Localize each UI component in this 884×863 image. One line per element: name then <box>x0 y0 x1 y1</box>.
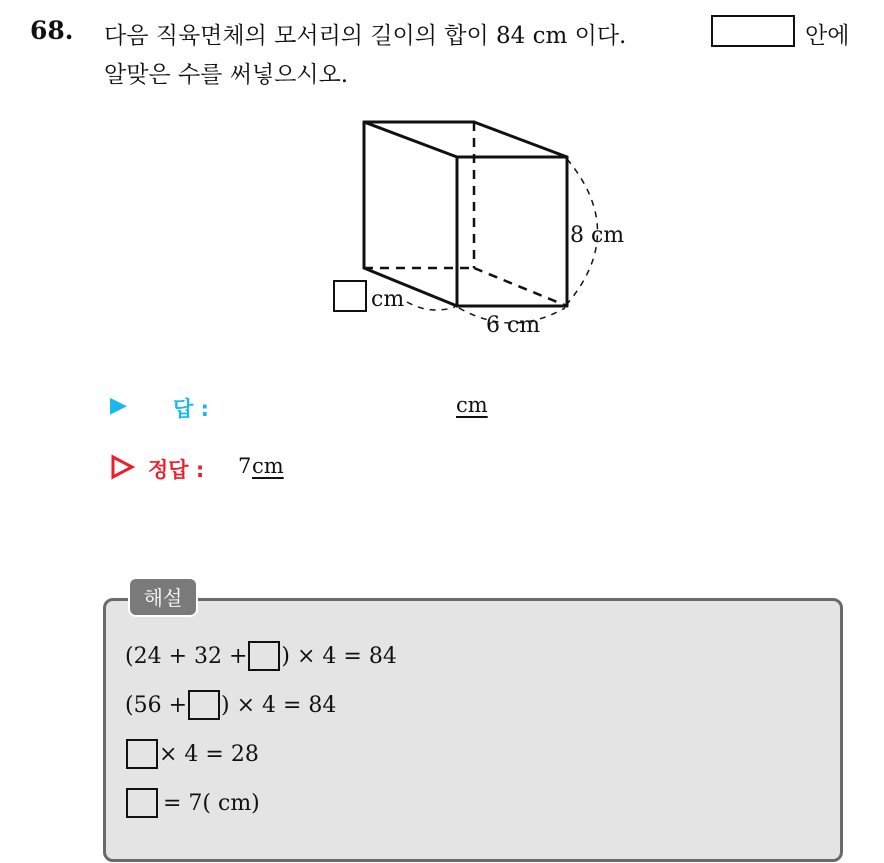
question-number: 68. <box>30 16 74 45</box>
answer-row <box>110 393 488 421</box>
edge-top-right <box>474 122 567 157</box>
answer-unit: cm <box>456 393 488 417</box>
question-text-line2: 알맞은 수를 써넣으시오. <box>104 62 349 88</box>
width-label: 6 cm <box>486 313 541 338</box>
depth-unit-label: cm <box>371 287 405 312</box>
correct-label: 정답 : <box>148 458 205 482</box>
solution-line-4 <box>125 788 260 818</box>
solution-line-2 <box>125 690 336 720</box>
solution-line-1-end: ) × 4 = 84 <box>281 643 397 669</box>
solution-line-3 <box>125 739 259 769</box>
correct-value: 7 <box>238 454 252 478</box>
solution-line-1 <box>125 641 397 671</box>
solution-line-1-start: (24 + 32 + <box>125 643 248 669</box>
answer-marker-icon: ▶ <box>110 393 127 418</box>
depth-blank-box <box>334 281 366 311</box>
question-text-line1-end: 안에 <box>805 23 850 49</box>
solution-tag: 해설 <box>128 577 198 617</box>
height-label: 8 cm <box>570 223 625 248</box>
answer-label: 답 : <box>173 397 209 421</box>
question-text-line1: 다음 직육면체의 모서리의 길이의 합이 84 cm 이다. <box>104 23 627 49</box>
solution-line-4-end: = 7( cm) <box>163 790 260 816</box>
correct-marker-icon <box>110 454 136 480</box>
solution-blank-box <box>248 641 280 671</box>
solution-line-3-end: × 4 = 28 <box>159 741 259 767</box>
solution-line-2-start: (56 + <box>125 692 188 718</box>
solution-blank-box <box>126 739 158 769</box>
solution-line-2-end: ) × 4 = 84 <box>221 692 337 718</box>
edge-top-back <box>364 122 457 157</box>
correct-unit: cm <box>252 454 284 478</box>
hidden-edge-bottom-right <box>474 268 567 306</box>
solution-blank-box <box>126 788 158 818</box>
solution-box <box>103 598 843 862</box>
solution-blank-box <box>188 690 220 720</box>
